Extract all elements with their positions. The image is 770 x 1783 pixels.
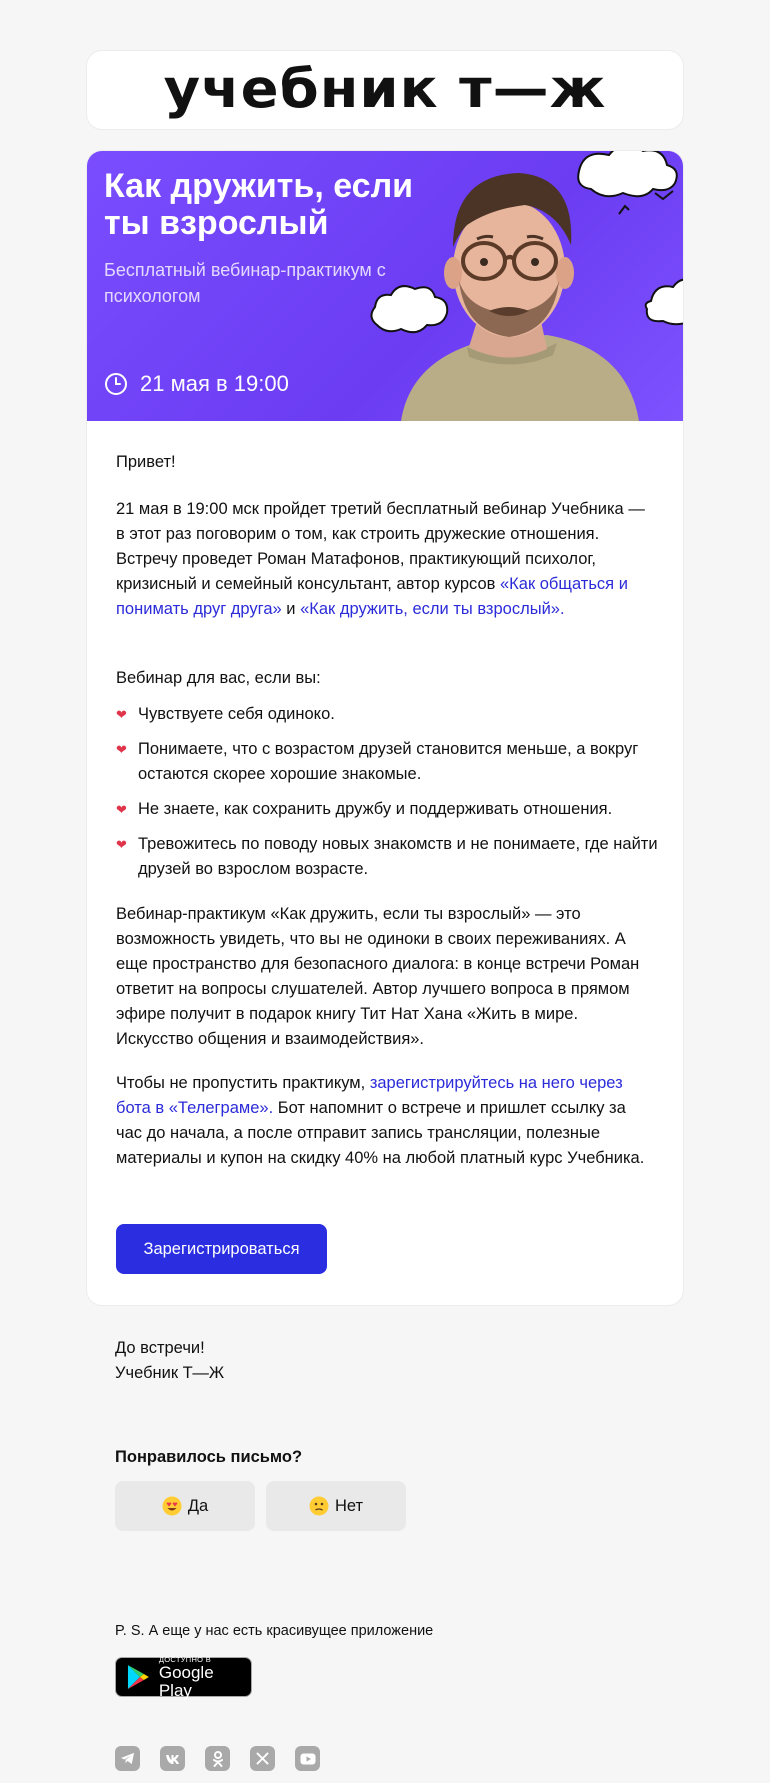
list-item xyxy=(116,797,661,822)
odnoklassniki-icon[interactable] xyxy=(205,1746,230,1771)
course-link-friendship[interactable]: «Как дружить, если ты взрослый». xyxy=(300,600,565,618)
list-item-text: Тревожитесь по поводу новых знакомств и не понимаете, где найти друзей во взрослом возрасте. xyxy=(138,835,658,878)
cta-paragraph xyxy=(116,1071,656,1171)
heart-eyes-emoji-icon xyxy=(162,1496,182,1516)
heart-icon: ❤ xyxy=(116,742,127,757)
speaker-photo xyxy=(357,151,684,421)
clock-icon xyxy=(104,372,128,396)
google-play-text xyxy=(159,1655,251,1700)
course-link-communication[interactable]: «Как общаться и понимать друг друга» xyxy=(116,575,628,618)
intro-paragraph xyxy=(116,497,656,622)
google-play-big: Google Play xyxy=(158,1662,214,1700)
banner-title: Как дружить, если ты взрослый xyxy=(104,167,414,242)
list-item-text: Чувствуете себя одиноко. xyxy=(138,705,335,723)
feedback-title: Понравилось письмо? xyxy=(115,1448,303,1466)
signoff-line: До встречи! xyxy=(115,1339,205,1357)
confused-emoji-icon xyxy=(309,1496,329,1516)
logo: учебник т—ж xyxy=(163,58,607,121)
intro-and: и xyxy=(281,600,301,618)
google-play-small: ДОСТУПНО В xyxy=(158,1654,211,1664)
banner-subtitle: Бесплатный вебинар-практикум с психологом xyxy=(104,260,386,306)
feedback-yes-button[interactable] xyxy=(115,1481,255,1531)
description-paragraph: Вебинар-практикум «Как дружить, если ты взрослый» — это возможность увидеть, что вы не одиноки в своих переживаниях. А еще пространство для безопасного диалога: в конце встречи Роман ответит на вопросы слушателей. Автор лучшего вопроса в прямом эфире получит в подарок книгу Тит Нат Хана «Жить в мире. Искусство общения и взаимодействия». xyxy=(116,905,640,1048)
feedback-buttons xyxy=(115,1481,675,1531)
webinar-banner[interactable] xyxy=(87,151,684,421)
social-links xyxy=(115,1746,320,1771)
list-item xyxy=(116,832,661,882)
feedback-no-button[interactable] xyxy=(266,1481,406,1531)
feedback-no-label: Нет xyxy=(334,1496,364,1515)
signoff xyxy=(115,1336,675,1386)
list-item-text: Понимаете, что с возрастом друзей становится меньше, а вокруг остаются скорее хорошие знакомые. xyxy=(138,740,639,783)
list-item xyxy=(116,737,661,787)
google-play-icon xyxy=(123,1662,153,1692)
heart-icon: ❤ xyxy=(116,802,127,817)
youtube-icon[interactable] xyxy=(295,1746,320,1771)
main-card xyxy=(86,150,684,1306)
signoff-signature: Учебник Т—Ж xyxy=(115,1364,225,1382)
x-icon[interactable] xyxy=(250,1746,275,1771)
cta-text-end: Бот напомнит о встрече и пришлет ссылку за час до начала, а после отправит запись трансляции, полезные материалы и купон на скидку 40% на любой платный курс Учебника. xyxy=(116,1099,645,1167)
audience-list xyxy=(116,702,661,892)
banner-date xyxy=(104,371,289,397)
list-item-text: Не знаете, как сохранить дружбу и поддерживать отношения. xyxy=(138,800,613,818)
feedback-yes-label: Да xyxy=(187,1496,209,1515)
intro-text: 21 мая в 19:00 мск пройдет третий бесплатный вебинар Учебника — в этот раз поговорим о том, как строить дружеские отношения. Встречу проведет Роман Матафонов, практикующий психолог, кризисный и семейный консультант, автор курсов xyxy=(116,500,645,593)
heart-icon: ❤ xyxy=(116,707,127,722)
telegram-bot-link[interactable]: зарегистрируйтесь на него через бота в «Телеграме». xyxy=(116,1074,623,1117)
list-item xyxy=(116,702,661,727)
list-intro: Вебинар для вас, если вы: xyxy=(116,669,321,687)
google-play-badge[interactable] xyxy=(115,1654,252,1700)
greeting: Привет! xyxy=(116,453,176,471)
telegram-icon[interactable] xyxy=(115,1746,140,1771)
banner-date-text: 21 мая в 19:00 xyxy=(140,371,289,396)
heart-icon: ❤ xyxy=(116,837,127,852)
vk-icon[interactable] xyxy=(160,1746,185,1771)
ps-text: P. S. А еще у нас есть красивущее приложение xyxy=(115,1623,434,1639)
register-button[interactable]: Зарегистрироваться xyxy=(116,1224,327,1274)
cta-text: Чтобы не пропустить практикум, xyxy=(116,1074,370,1092)
logo-card[interactable] xyxy=(86,50,684,130)
